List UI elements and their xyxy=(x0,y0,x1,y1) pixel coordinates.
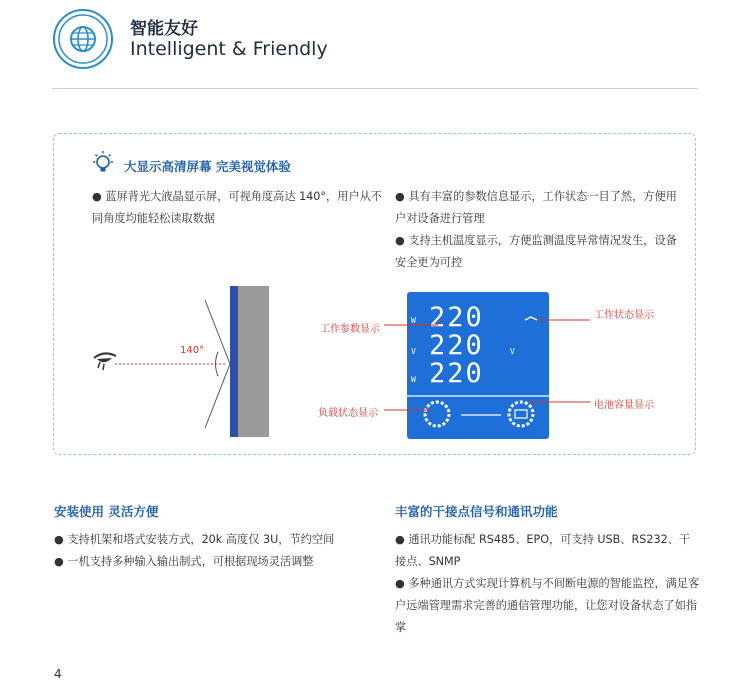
lcd-row1-unit: W xyxy=(411,316,416,325)
lcd-row2-unit: V xyxy=(411,347,416,356)
lcd-row2-suffix: V xyxy=(510,347,515,356)
viewing-angle-label: 140° xyxy=(180,345,205,356)
screen-body xyxy=(238,286,269,437)
header-title-cn: 智能友好 xyxy=(130,19,198,39)
callout-battery-capacity: 电池容量显示 xyxy=(594,400,654,411)
lightbulb-icon xyxy=(90,150,116,176)
header-divider xyxy=(52,88,698,89)
lcd-row3-unit: W xyxy=(411,375,416,384)
screen-desc-right-2: ● 支持主机温度显示，方便监测温度异常情况发生，设备安全更为可控 xyxy=(395,234,677,269)
globe-logo-icon xyxy=(52,8,114,70)
lcd-row3-value: 220 xyxy=(429,358,484,389)
screen-desc-right-1: ● 具有丰富的参数信息显示，工作状态一目了然，方便用户对设备进行管理 xyxy=(395,190,677,225)
callout-load-status: 负载状态显示 xyxy=(318,408,378,419)
viewing-angle-lines xyxy=(115,296,235,436)
section-install-title: 安装使用 灵活方便 xyxy=(54,504,159,519)
screen-edge xyxy=(230,286,238,437)
lcd-row1-value: 220 xyxy=(429,302,484,333)
callout-work-params: 工作参数显示 xyxy=(320,324,380,335)
page-number: 4 xyxy=(54,667,62,681)
header-title-en: Intelligent & Friendly xyxy=(130,38,328,60)
section-comm-title: 丰富的干接点信号和通讯功能 xyxy=(395,504,558,519)
section-install-item-1: ● 支持机架和塔式安装方式，20k 高度仅 3U，节约空间 xyxy=(54,533,335,546)
callout-lines xyxy=(380,300,600,420)
callout-work-status: 工作状态显示 xyxy=(594,310,654,321)
lcd-row2-value: 220 xyxy=(429,330,484,361)
section-comm-item-1: ● 通讯功能标配 RS485、EPO，可支持 USB、RS232、干接点、SNMP xyxy=(395,533,691,568)
panel-title: 大显示高清屏幕 完美视觉体验 xyxy=(124,159,291,174)
section-comm-item-2: ● 多种通讯方式实现计算机与不间断电源的智能监控，满足客户远端管理需求完善的通信管理功能，让您对设备状态了如指掌 xyxy=(395,577,700,634)
screen-desc-left: ● 蓝屏背光大液晶显示屏，可视角度高达 140°，用户从不同角度均能轻松读取数据 xyxy=(92,190,382,225)
section-install-item-2: ● 一机支持多种输入输出制式，可根据现场灵活调整 xyxy=(54,555,314,568)
